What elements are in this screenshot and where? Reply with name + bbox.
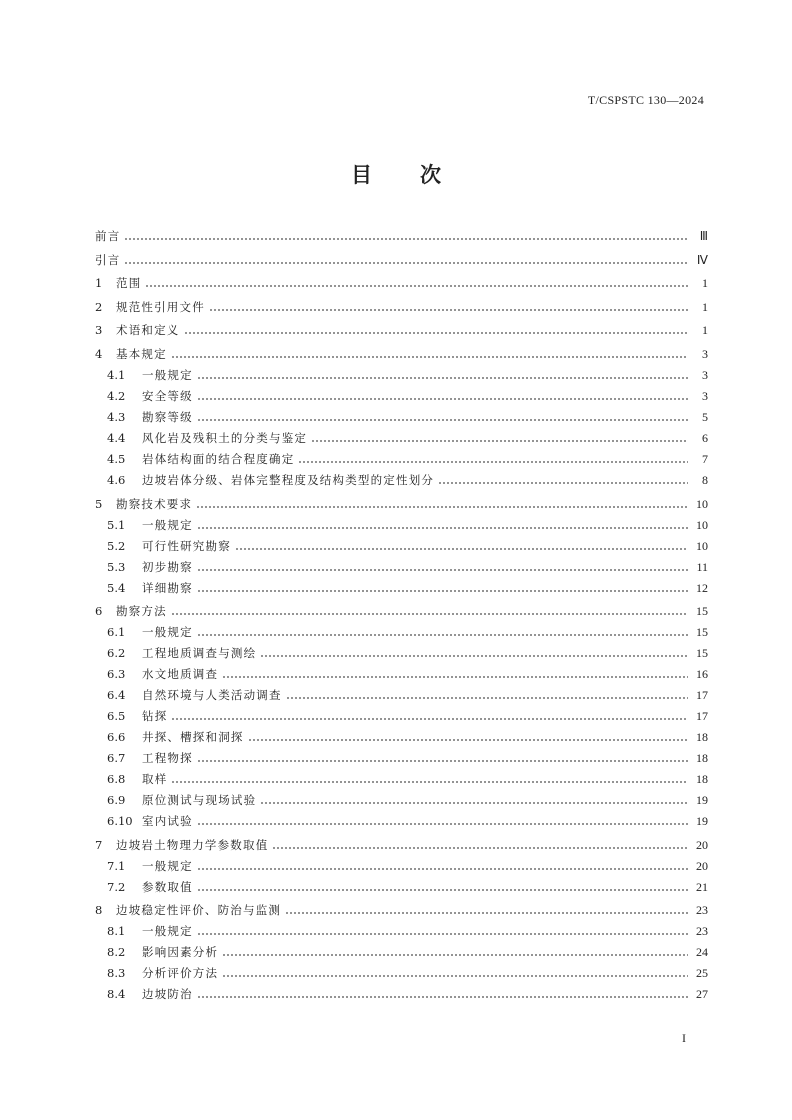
toc-entry[interactable]	[95, 536, 708, 557]
page-title	[0, 159, 792, 189]
toc-entry-title: 详细勘察	[142, 580, 193, 595]
toc-entry-page: 18	[696, 751, 708, 766]
toc-entry-number: 8	[95, 903, 103, 918]
toc-dot-leader	[145, 285, 688, 287]
toc-dot-leader	[197, 868, 688, 870]
toc-entry-title: 工程物探	[142, 751, 193, 766]
toc-entry[interactable]	[95, 835, 708, 856]
table-of-contents	[95, 226, 708, 1005]
toc-entry-page: 19	[696, 814, 708, 829]
toc-dot-leader	[260, 655, 688, 657]
toc-dot-leader	[196, 506, 688, 508]
toc-entry-page: 1	[702, 323, 708, 338]
toc-entry-number: 6	[95, 604, 103, 619]
toc-dot-leader	[222, 975, 688, 977]
toc-dot-leader	[260, 802, 688, 804]
toc-entry-title: 工程地质调查与测绘	[142, 646, 257, 661]
toc-entry-page: 1	[702, 276, 708, 291]
toc-entry[interactable]	[95, 877, 708, 898]
toc-entry-page: 19	[696, 793, 708, 808]
toc-entry-number: 6.7	[107, 751, 126, 766]
toc-dot-leader	[197, 634, 688, 636]
toc-entry-page: 27	[696, 987, 708, 1002]
toc-dot-leader	[197, 398, 688, 400]
toc-entry-page: 3	[702, 388, 708, 403]
toc-entry-number: 3	[95, 323, 103, 338]
toc-dot-leader	[222, 676, 688, 678]
toc-entry[interactable]	[95, 622, 708, 643]
toc-entry-page: 8	[702, 472, 708, 487]
toc-entry-page: 3	[702, 367, 708, 382]
toc-dot-leader	[285, 912, 688, 914]
toc-entry[interactable]	[95, 320, 708, 341]
toc-entry[interactable]	[95, 984, 708, 1005]
toc-entry-number: 4	[95, 346, 103, 361]
toc-entry-number: 5.3	[107, 559, 126, 574]
toc-dot-leader	[124, 262, 688, 264]
toc-entry-number: 6.2	[107, 646, 126, 661]
toc-entry-page: 17	[696, 709, 708, 724]
toc-entry-title: 一般规定	[142, 367, 193, 382]
toc-entry-number: 7.2	[107, 879, 126, 894]
toc-entry-number: 4.2	[107, 388, 126, 403]
toc-entry[interactable]	[95, 811, 708, 832]
toc-dot-leader	[197, 933, 688, 935]
toc-entry-number: 8.1	[107, 924, 126, 939]
toc-entry-page: 20	[696, 858, 708, 873]
toc-dot-leader	[235, 548, 688, 550]
toc-entry-page: Ⅲ	[699, 229, 708, 243]
toc-entry[interactable]	[95, 856, 708, 877]
toc-dot-leader	[124, 238, 688, 240]
toc-entry[interactable]	[95, 449, 708, 470]
toc-dot-leader	[209, 309, 688, 311]
toc-entry-number: 6.10	[107, 814, 133, 829]
toc-dot-leader	[248, 739, 688, 741]
toc-dot-leader	[311, 440, 688, 442]
toc-entry[interactable]	[95, 748, 708, 769]
toc-entry-page: 1	[702, 299, 708, 314]
toc-entry-page: 18	[696, 730, 708, 745]
toc-entry-title: 一般规定	[142, 924, 193, 939]
toc-dot-leader	[171, 613, 688, 615]
toc-dot-leader	[197, 996, 688, 998]
toc-entry[interactable]	[95, 601, 708, 622]
toc-entry[interactable]	[95, 365, 708, 386]
toc-entry[interactable]	[95, 727, 708, 748]
toc-entry-title: 一般规定	[142, 858, 193, 873]
toc-dot-leader	[184, 332, 689, 334]
toc-entry[interactable]	[95, 470, 708, 491]
toc-entry-title: 规范性引用文件	[116, 299, 205, 314]
toc-entry[interactable]	[95, 942, 708, 963]
toc-entry-number: 6.5	[107, 709, 126, 724]
toc-entry-title: 勘察等级	[142, 409, 193, 424]
toc-entry[interactable]	[95, 664, 708, 685]
toc-entry-page: 21	[696, 879, 708, 894]
toc-entry-number: 8.4	[107, 987, 126, 1002]
toc-entry-title: 初步勘察	[142, 559, 193, 574]
toc-entry-page: 10	[696, 538, 708, 553]
page-title-char-1: 目	[351, 163, 372, 187]
toc-entry-number: 5	[95, 496, 103, 511]
toc-entry[interactable]	[95, 557, 708, 578]
toc-entry-page: 3	[702, 346, 708, 361]
toc-entry-page: 25	[696, 966, 708, 981]
toc-entry-title: 边坡岩体分级、岩体完整程度及结构类型的定性划分	[142, 472, 435, 487]
toc-entry-page: 17	[696, 688, 708, 703]
toc-entry-title: 边坡防治	[142, 987, 193, 1002]
toc-entry-title: 引言	[95, 252, 121, 267]
toc-dot-leader	[197, 419, 688, 421]
toc-entry-number: 4.5	[107, 451, 126, 466]
toc-entry-title: 边坡稳定性评价、防治与监测	[116, 903, 282, 918]
page-number: I	[682, 1031, 686, 1045]
toc-entry-number: 4.3	[107, 409, 126, 424]
toc-entry-page: 18	[696, 772, 708, 787]
toc-entry-page: 11	[696, 559, 708, 574]
toc-entry-title: 术语和定义	[116, 323, 180, 338]
toc-entry-title: 一般规定	[142, 625, 193, 640]
toc-entry-title: 范围	[116, 276, 142, 291]
toc-entry-number: 5.4	[107, 580, 126, 595]
toc-entry-number: 6.4	[107, 688, 126, 703]
toc-entry-page: 23	[696, 903, 708, 918]
page-title-char-2: 次	[420, 163, 441, 187]
toc-entry[interactable]	[95, 226, 708, 247]
toc-entry-title: 影响因素分析	[142, 945, 219, 960]
toc-entry[interactable]	[95, 685, 708, 706]
toc-dot-leader	[197, 590, 688, 592]
toc-entry-page: 10	[696, 496, 708, 511]
toc-entry-number: 4.6	[107, 472, 126, 487]
toc-entry-number: 2	[95, 299, 103, 314]
toc-entry-number: 7	[95, 837, 103, 852]
toc-entry-title: 基本规定	[116, 346, 167, 361]
toc-entry[interactable]	[95, 790, 708, 811]
toc-dot-leader	[197, 569, 688, 571]
toc-entry-number: 4.4	[107, 430, 126, 445]
toc-entry-title: 勘察方法	[116, 604, 167, 619]
toc-entry-page: Ⅳ	[696, 252, 708, 267]
toc-entry-number: 8.2	[107, 945, 126, 960]
toc-dot-leader	[438, 482, 688, 484]
toc-entry-page: 7	[702, 451, 708, 466]
toc-entry-page: 6	[702, 430, 708, 445]
toc-entry-number: 6.3	[107, 667, 126, 682]
toc-entry-page: 15	[696, 604, 708, 619]
toc-entry-number: 4.1	[107, 367, 126, 382]
toc-entry-title: 可行性研究勘察	[142, 538, 231, 553]
toc-entry-number: 5.2	[107, 538, 126, 553]
toc-entry-number: 6.6	[107, 730, 126, 745]
toc-entry-page: 12	[696, 580, 708, 595]
toc-entry-page: 23	[696, 924, 708, 939]
toc-dot-leader	[197, 760, 688, 762]
toc-entry[interactable]	[95, 963, 708, 984]
toc-entry-title: 钻探	[142, 709, 168, 724]
toc-entry-title: 风化岩及残积土的分类与鉴定	[142, 430, 308, 445]
toc-entry-page: 24	[696, 945, 708, 960]
toc-entry-title: 井探、槽探和洞探	[142, 730, 244, 745]
toc-entry[interactable]	[95, 643, 708, 664]
toc-dot-leader	[197, 823, 688, 825]
toc-entry-page: 20	[696, 837, 708, 852]
toc-entry-title: 原位测试与现场试验	[142, 793, 257, 808]
toc-dot-leader	[197, 527, 688, 529]
toc-entry-title: 边坡岩土物理力学参数取值	[116, 837, 269, 852]
toc-entry-title: 分析评价方法	[142, 966, 219, 981]
toc-entry-title: 自然环境与人类活动调查	[142, 688, 282, 703]
toc-entry-title: 水文地质调查	[142, 667, 219, 682]
standard-code: T/CSPSTC 130—2024	[587, 93, 704, 107]
toc-entry[interactable]	[95, 273, 708, 294]
toc-entry[interactable]	[95, 515, 708, 536]
toc-entry[interactable]	[95, 900, 708, 921]
toc-dot-leader	[222, 954, 688, 956]
toc-entry-title: 取样	[142, 772, 168, 787]
toc-entry-number: 1	[95, 276, 103, 291]
toc-entry-title: 安全等级	[142, 388, 193, 403]
toc-entry-title: 一般规定	[142, 517, 193, 532]
toc-entry-page: 15	[696, 625, 708, 640]
toc-entry[interactable]	[95, 578, 708, 599]
toc-entry[interactable]	[95, 494, 708, 515]
toc-entry-page: 16	[696, 667, 708, 682]
toc-dot-leader	[171, 356, 688, 358]
toc-entry-title: 参数取值	[142, 879, 193, 894]
toc-dot-leader	[197, 889, 688, 891]
toc-entry[interactable]	[95, 428, 708, 449]
toc-entry[interactable]	[95, 250, 708, 271]
toc-entry-number: 8.3	[107, 966, 126, 981]
toc-entry[interactable]	[95, 344, 708, 365]
toc-entry[interactable]	[95, 297, 708, 318]
toc-entry-number: 6.1	[107, 625, 126, 640]
toc-entry-number: 6.9	[107, 793, 126, 808]
toc-entry-number: 7.1	[107, 858, 126, 873]
toc-dot-leader	[298, 461, 688, 463]
toc-entry-page: 15	[696, 646, 708, 661]
toc-entry[interactable]	[95, 706, 708, 727]
toc-entry-title: 室内试验	[142, 814, 193, 829]
toc-entry-page: 5	[702, 409, 708, 424]
toc-entry-title: 前言	[95, 229, 121, 243]
toc-dot-leader	[171, 781, 688, 783]
toc-dot-leader	[286, 697, 688, 699]
toc-dot-leader	[272, 847, 688, 849]
toc-entry-title: 岩体结构面的结合程度确定	[142, 451, 295, 466]
toc-entry[interactable]	[95, 769, 708, 790]
toc-entry[interactable]	[95, 407, 708, 428]
toc-dot-leader	[197, 377, 688, 379]
toc-entry[interactable]	[95, 386, 708, 407]
toc-entry-number: 5.1	[107, 517, 126, 532]
toc-entry-page: 10	[696, 517, 708, 532]
toc-entry[interactable]	[95, 921, 708, 942]
toc-entry-number: 6.8	[107, 772, 126, 787]
toc-dot-leader	[171, 718, 688, 720]
toc-entry-title: 勘察技术要求	[116, 496, 193, 511]
